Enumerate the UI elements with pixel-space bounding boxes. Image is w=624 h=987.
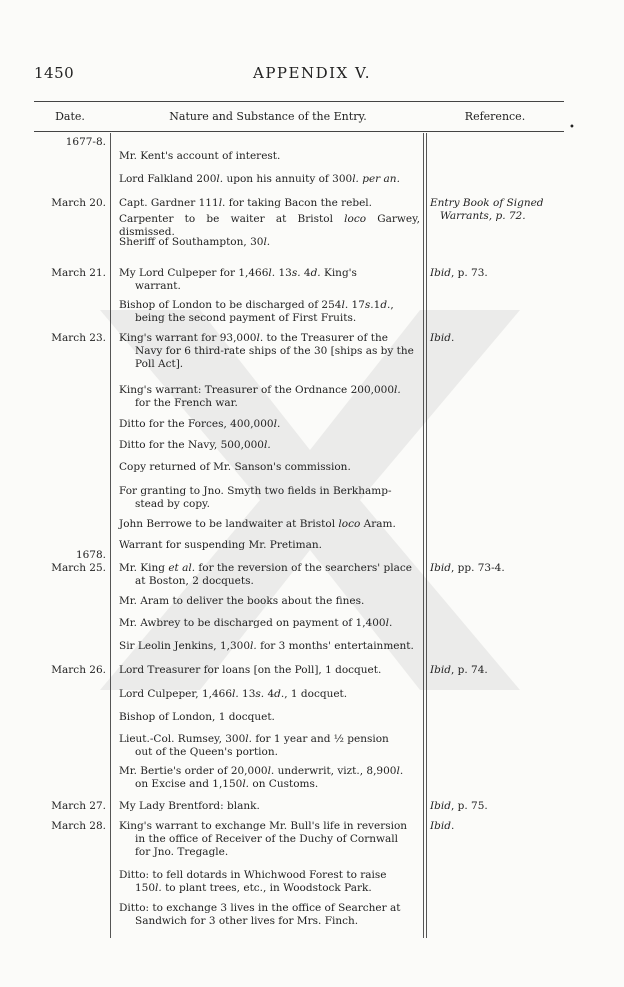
entry-line: Lieut.-Col. Rumsey, 300l. for 1 year and ½ pension bbox=[119, 733, 389, 745]
entry-continuation-line: on Excise and 1,150l. on Customs. bbox=[135, 778, 319, 790]
entry-line: Copy returned of Mr. Sanson's commission. bbox=[119, 461, 351, 473]
entry-continuation-line: 150l. to plant trees, etc., in Woodstock Park. bbox=[135, 882, 372, 894]
entry-line: My Lord Culpeper for 1,466l. 13s. 4d. King's bbox=[119, 267, 357, 279]
entry-line: Lord Treasurer for loans [on the Poll], 1 docquet. bbox=[119, 664, 382, 676]
column-rule-left bbox=[110, 133, 111, 938]
entry-line: Mr. Bertie's order of 20,000l. underwrit, vizt., 8,900l. bbox=[119, 765, 404, 777]
entry-date: March 20. bbox=[51, 197, 106, 209]
entry-continuation-line: being the second payment of First Fruits. bbox=[135, 312, 357, 324]
reference-ibid: Ibid. bbox=[430, 332, 455, 344]
entry-reference bbox=[430, 800, 564, 813]
entry-text bbox=[119, 485, 420, 511]
entry-date: March 27. bbox=[51, 800, 106, 812]
entry-line: Ditto for the Navy, 500,000l. bbox=[119, 439, 271, 451]
entry-text bbox=[119, 664, 420, 677]
entry-reference bbox=[430, 197, 564, 223]
entry-line: John Berrowe to be landwaiter at Bristol loco Aram. bbox=[119, 518, 396, 530]
entry-continuation-line: for the French war. bbox=[135, 397, 238, 409]
entry-date: March 21. bbox=[51, 267, 106, 279]
entry-line: Sheriff of Southampton, 30l. bbox=[119, 236, 271, 248]
column-header-date: Date. bbox=[55, 110, 85, 123]
entry-line: Mr. Awbrey to be discharged on payment of 1,400l. bbox=[119, 617, 393, 629]
entry-continuation-line: Navy for 6 third-rate ships of the 30 [ships as by the bbox=[135, 345, 414, 357]
entry-text bbox=[119, 418, 420, 431]
entry-line: King's warrant for 93,000l. to the Treasurer of the bbox=[119, 332, 388, 344]
page-number: 1450 bbox=[34, 64, 75, 82]
entry-continuation-line: Sandwich for 3 other lives for Mrs. Finch. bbox=[135, 915, 359, 927]
reference-line: Entry Book of Signed bbox=[430, 197, 544, 209]
entry-text bbox=[119, 384, 420, 410]
entry-date: March 26. bbox=[51, 664, 106, 676]
entry-text bbox=[119, 595, 420, 608]
entry-line: King's warrant: Treasurer of the Ordnance 200,000l. bbox=[119, 384, 401, 396]
entry-line: Capt. Gardner 111l. for taking Bacon the rebel. bbox=[119, 197, 372, 209]
entry-line: Lord Falkland 200l. upon his annuity of 300l. per an. bbox=[119, 173, 400, 185]
entry-text bbox=[119, 820, 420, 859]
column-rule-middle-a bbox=[423, 133, 424, 938]
entry-continuation-line: in the office of Receiver of the Duchy of Cornwall bbox=[135, 833, 399, 845]
reference-ibid: Ibid bbox=[430, 800, 451, 812]
entry-text bbox=[119, 688, 420, 701]
entry-line: Ditto: to fell dotards in Whichwood Forest to raise bbox=[119, 869, 387, 881]
entry-line: Mr. Kent's account of interest. bbox=[119, 150, 281, 162]
entry-text bbox=[119, 173, 420, 186]
reference-ibid: Ibid bbox=[430, 267, 451, 279]
entry-text bbox=[119, 562, 420, 588]
entry-reference bbox=[430, 562, 564, 575]
entry-text bbox=[119, 299, 420, 325]
entry-continuation-line: for Jno. Tregagle. bbox=[135, 846, 229, 858]
column-header-reference: Reference. bbox=[464, 110, 526, 123]
entry-line: Lord Culpeper, 1,466l. 13s. 4d., 1 docquet. bbox=[119, 688, 348, 700]
entry-text bbox=[119, 236, 420, 249]
entry-line: My Lady Brentford: blank. bbox=[119, 800, 260, 812]
entry-text bbox=[119, 902, 420, 928]
entry-text bbox=[119, 518, 420, 531]
reference-ibid: Ibid bbox=[430, 562, 451, 574]
entry-text bbox=[119, 711, 420, 724]
entry-line: Ditto for the Forces, 400,000l. bbox=[119, 418, 281, 430]
entry-line: Ditto: to exchange 3 lives in the office of Searcher at bbox=[119, 902, 401, 914]
entry-reference bbox=[430, 820, 564, 833]
entry-line: Mr. Aram to deliver the books about the fines. bbox=[119, 595, 365, 607]
column-header-nature: Nature and Substance of the Entry. bbox=[169, 110, 367, 123]
entry-line: Bishop of London, 1 docquet. bbox=[119, 711, 275, 723]
entry-text bbox=[119, 197, 420, 210]
reference-page: , p. 73. bbox=[450, 267, 488, 279]
entry-text bbox=[119, 267, 420, 293]
entry-line: Warrant for suspending Mr. Pretiman. bbox=[119, 539, 322, 551]
entry-text bbox=[119, 765, 420, 791]
entry-text bbox=[119, 461, 420, 474]
entry-text bbox=[119, 617, 420, 630]
entry-text bbox=[119, 640, 420, 653]
reference-ibid: Ibid bbox=[430, 664, 451, 676]
entry-text bbox=[119, 150, 420, 163]
entry-text bbox=[119, 800, 420, 813]
entry-date: March 25. bbox=[51, 562, 106, 574]
entry-reference bbox=[430, 332, 564, 345]
entry-date: 1678. bbox=[75, 549, 106, 561]
entry-date: March 28. bbox=[51, 820, 106, 832]
entry-line: Carpenter to be waiter at Bristol loco Garwey, dismissed. bbox=[119, 213, 420, 238]
margin-dot: • bbox=[569, 122, 575, 133]
reference-page: , p. 75. bbox=[450, 800, 488, 812]
column-rule-middle-b bbox=[426, 133, 427, 938]
reference-line: Warrants, p. 72. bbox=[440, 210, 526, 222]
entry-line: For granting to Jno. Smyth two fields in Berkhamp- bbox=[119, 485, 392, 497]
entry-continuation-line: Poll Act]. bbox=[135, 358, 184, 370]
entry-continuation-line: warrant. bbox=[135, 280, 181, 292]
entry-line: Sir Leolin Jenkins, 1,300l. for 3 months' entertainment. bbox=[119, 640, 414, 652]
entry-line: Mr. King et al. for the reversion of the searchers' place bbox=[119, 562, 412, 574]
entry-text bbox=[119, 539, 420, 552]
entry-reference bbox=[430, 664, 564, 677]
entry-reference bbox=[430, 267, 564, 280]
entry-date: 1677-8. bbox=[65, 136, 106, 148]
entry-text bbox=[119, 733, 420, 759]
entry-text bbox=[119, 332, 420, 371]
entry-date: March 23. bbox=[51, 332, 106, 344]
entry-continuation-line: out of the Queen's portion. bbox=[135, 746, 278, 758]
entry-line: King's warrant to exchange Mr. Bull's life in reversion bbox=[119, 820, 408, 832]
reference-page: , pp. 73-4. bbox=[450, 562, 505, 574]
entry-text bbox=[119, 439, 420, 452]
entry-text bbox=[119, 869, 420, 895]
reference-ibid: Ibid. bbox=[430, 820, 455, 832]
reference-page: , p. 74. bbox=[450, 664, 488, 676]
entry-line: Bishop of London to be discharged of 254l. 17s.1d., bbox=[119, 299, 394, 311]
page-title: APPENDIX V. bbox=[253, 64, 371, 82]
entry-continuation-line: at Boston, 2 docquets. bbox=[135, 575, 254, 587]
header-bottom-rule bbox=[34, 131, 564, 132]
header-top-rule bbox=[34, 101, 564, 102]
entry-continuation-line: stead by copy. bbox=[135, 498, 210, 510]
